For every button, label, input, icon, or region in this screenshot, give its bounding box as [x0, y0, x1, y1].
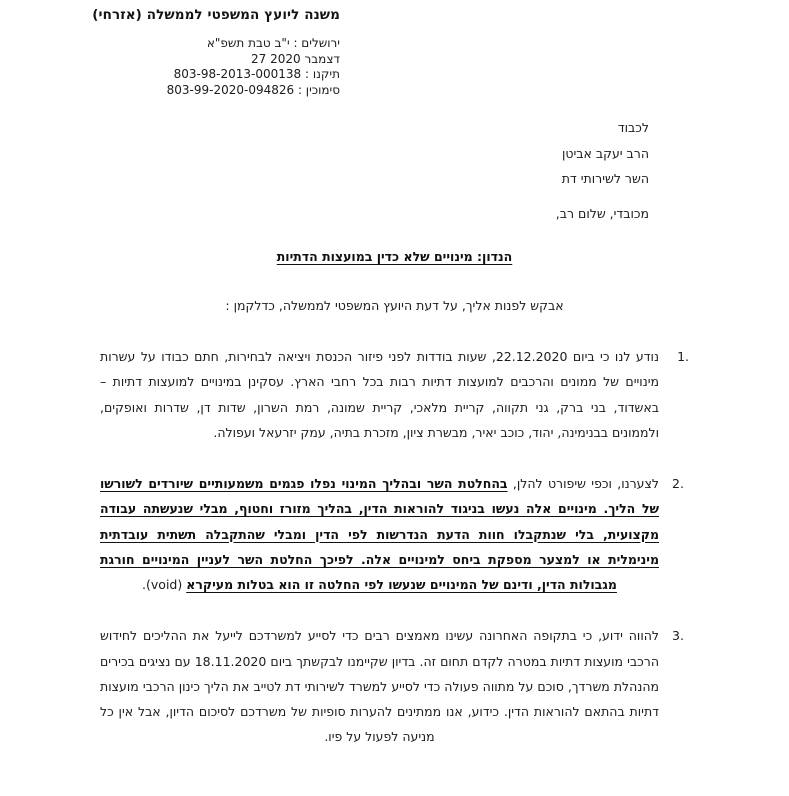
gregorian-date-line: [100, 52, 340, 68]
addressee-block: [562, 115, 649, 192]
paragraph-2-text: [100, 471, 659, 597]
text-run-normal: .: [142, 577, 147, 592]
file-number-label: תיקנו :: [304, 67, 340, 82]
text-run-latin: 18.11.2020: [194, 653, 267, 669]
text-run-normal: להווה ידוע, כי בתקופה האחרונה עשינו מאמצים רבים כדי לסייע למשרדכם לייעל את ההליכים לחידוש הרכבי מועצות דתיות במטרה לקדם תחום זה. בדיון שקיימנו לבקשתך ביום: [100, 628, 659, 669]
text-run-latin: 22.12.2020: [495, 349, 568, 364]
place-hebrew-date: ירושלים : י"ב טבת תשפ"א: [206, 35, 340, 50]
paragraph-2-marker: 2.: [672, 476, 684, 491]
numbered-paragraph-list: [100, 344, 689, 750]
reference-number-label: סימוכין :: [297, 83, 340, 98]
office-title: משנה ליועץ המשפטי לממשלה (אזרחי): [92, 7, 340, 23]
addressee-title: השר לשירותי דת: [561, 171, 649, 187]
paragraph-2: [100, 471, 689, 597]
greeting: מכובדי, שלום רב,: [555, 206, 649, 221]
paragraph-1-marker: 1.: [677, 349, 689, 364]
file-number-line: [100, 67, 340, 83]
subject-line: [0, 246, 789, 265]
paragraph-3-text: [100, 623, 659, 749]
text-run-normal: לצערנו, וכפי שיפורט להלן,: [507, 476, 660, 491]
addressee-name: הרב יעקב אביטן: [562, 145, 649, 161]
text-run-normal: נודע לנו כי ביום: [567, 349, 659, 364]
opening-sentence: אבקש לפנות אליך, על דעת היועץ המשפטי לממשלה, כדלקמן :: [225, 298, 564, 313]
paragraph-1-text: [100, 344, 659, 445]
paragraph-1: [100, 344, 689, 445]
file-number-value: 803-98-2013-000138: [173, 67, 302, 82]
text-run-normal: , שעות בודדות לפני פיזור הכנסת ויציאה לבחירות, חתם כבודו על עשרות מינויים של ממונים והרכבים למועצות דתיות רבות בכל רחבי הארץ. עסקינן במינויים למועצות דתיות – באשדוד, בני ברק, גני תקווה, קריית מלאכי, קריית שמונה, רמת השרון, שדות דן, שדרות ואופקים, ולממונים בבנימינה, יהוד, כוכב יאיר, מבשרת ציון, מזכרת בתיה, עמק יזרעאל ועפולה.: [100, 349, 659, 440]
text-run-normal: עם נציגים בכירים מהנהלת משרדך, סוכם על מתווה פעולה כדי לסייע למשרד לשירותי דת לטייב את הליך כינון הרכבי מועצות דתיות בהתאם להוראות הדין. כידוע, אנו ממתינים להערות סופיות של משרדכם לסיכום הדיון, אבל אין כל מניעה לפעול על פיו.: [100, 653, 659, 745]
subject-text: הנדון: מינויים שלא כדין במועצות הדתיות: [276, 249, 513, 264]
paragraph-3: [100, 623, 689, 749]
reference-number-line: [100, 83, 340, 99]
reference-number-value: 803-99-2020-094826: [166, 83, 295, 98]
addressee-honorific: לכבוד: [617, 120, 649, 135]
text-run-strong-ul: בהחלטת השר ובהליך המינוי נפלו פגמים משמעותיים שיורדים לשורשו של הליך. מינויים אלה נעשו בניגוד להוראות הדין, בהליך מזורז וחטוף, מבלי שנעשתה עבודה מקצועית, בלי שנתקבלו חוות הדעת הנדרשות לפי הדין ומבלי שהתקבלה תשתית עובדתית מינימלית או למצער מספקת ביחס למינויים אלה. לפיכך החלטת השר לעניין המינויים חורגת מגבולות הדין, ודינם של המינויים שנעשו לפי החלטה זו הוא בטלות מעיקרא: [100, 476, 659, 592]
text-run-latin: (void): [146, 577, 183, 592]
letterhead: [92, 6, 340, 99]
place-hebrew-date-line: [100, 36, 340, 52]
reference-block: [100, 36, 340, 100]
gregorian-date: 27 דצמבר 2020: [251, 51, 340, 66]
paragraph-3-marker: 3.: [672, 628, 684, 644]
